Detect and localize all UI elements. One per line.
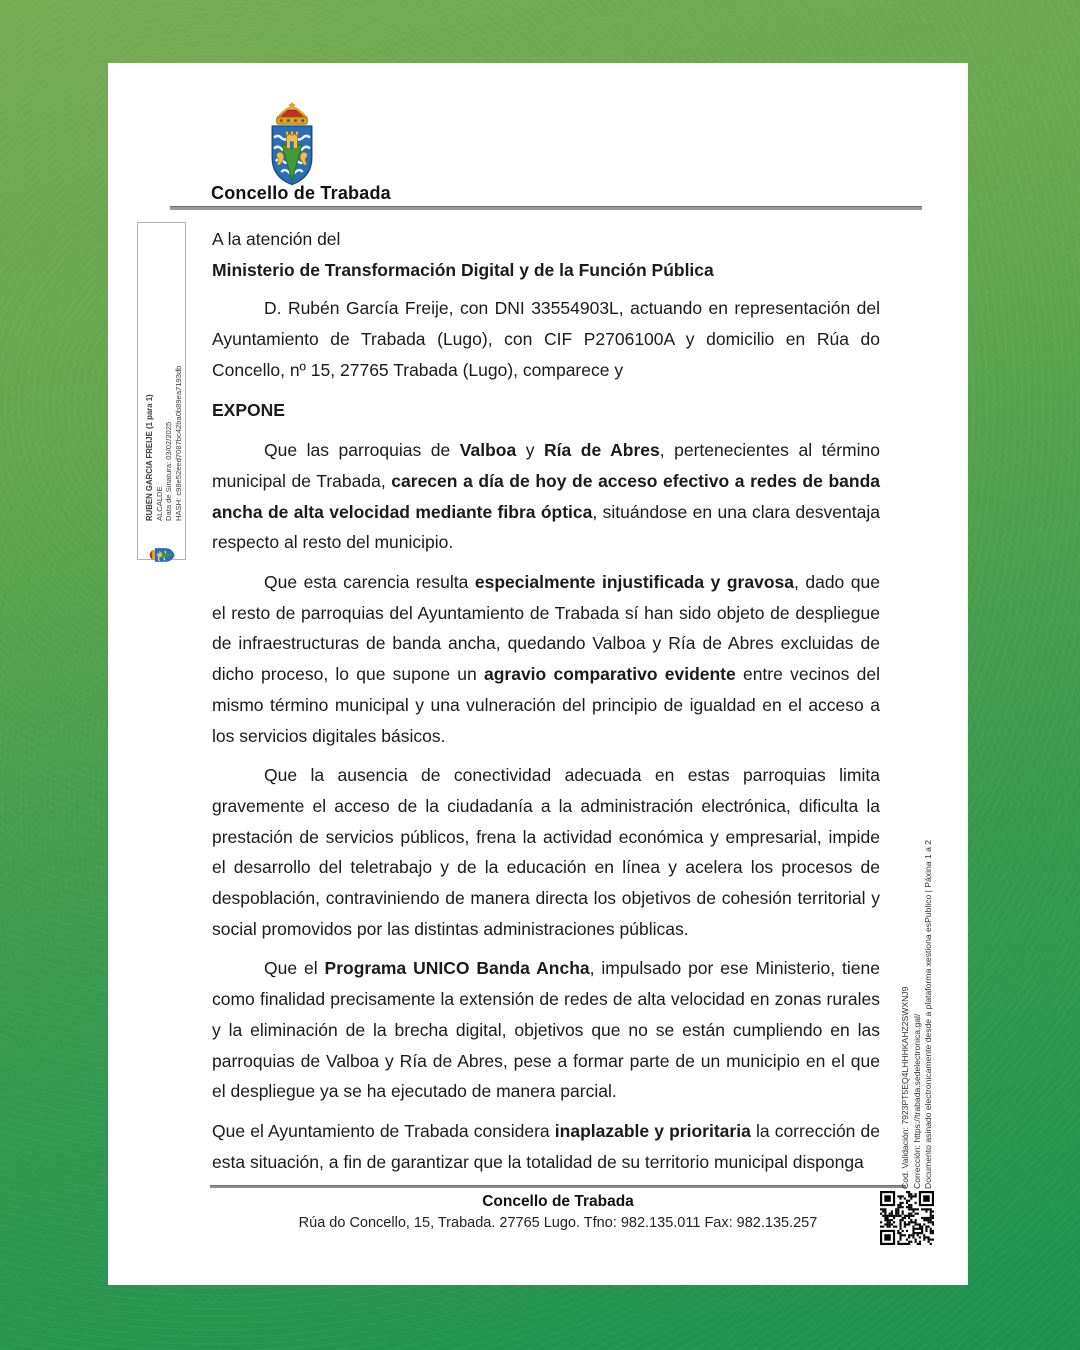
paragraph-valboa: Que las parroquias de Valboa y Ría de Abres, pertenecientes al término municipal de Trabada, carecen a día de hoy de acceso efectivo a redes de banda ancha de alta velocidad mediante fibra óptica, situándose en una clara desventaja respecto al resto del municipio. bbox=[212, 440, 880, 553]
trabada-coat-of-arms bbox=[265, 101, 319, 187]
validation-url: Corrección: https://trabada.sedelectronica.gal/ bbox=[911, 1013, 922, 1189]
footer-org-name: Concello de Trabada bbox=[482, 1193, 634, 1210]
intro-paragraph: D. Rubén García Freije, con DNI 33554903L, actuando en representación del Ayuntamiento de Trabada (Lugo), con CIF P2706100A y domicilio en Rúa do Concello, nº 15, 27765 Trabada (Lugo), comparece y bbox=[212, 298, 880, 380]
footer-address: Rúa do Concello, 15, Trabada. 27765 Lugo. Tfno: 982.135.011 Fax: 982.135.257 bbox=[298, 1215, 818, 1231]
signer-role: ALCALDE bbox=[154, 486, 164, 521]
paragraph-programa-unico: Que el Programa UNICO Banda Ancha, impulsado por ese Ministerio, tiene como finalidad precisamente la extensión de redes de alta velocidad en zonas rurales y la eliminación de la brecha digital, objetivos que no se están cumpliendo en las parroquias de Valboa y Ría de Abres, pese a formar parte de un municipio en el que el despliegue ya se ha ejecutado de manera parcial. bbox=[212, 958, 880, 1102]
attention-line: A la atención del bbox=[212, 229, 341, 249]
stamp-coat-of-arms bbox=[147, 537, 175, 573]
paragraph-carencia: Que esta carencia resulta especialmente injustificada y gravosa, dado que el resto de parroquias del Ayuntamiento de Trabada sí han sido objeto de despliegue de infraestructuras de banda ancha, quedando Valboa y Ría de Abres excluidas de dicho proceso, lo que supone un agravio comparativo evidente entre vecinos del mismo término municipal y una vulneración del principio de igualdad en el acceso a los servicios digitales básicos. bbox=[212, 572, 880, 746]
signer-name: RUBEN GARCIA FREIJE (1 para 1) bbox=[145, 394, 154, 521]
qr-code bbox=[880, 1191, 934, 1245]
validation-platform-note: Documento asinado electronicamente desde a plataforma xestiona esPublico | Páxina 1 a 2 bbox=[923, 839, 933, 1189]
paragraph-inaplazable: Que el Ayuntamiento de Trabada considera inaplazable y prioritaria la corrección de esta situación, a fin de garantizar que la totalidad de su territorio municipal disponga bbox=[212, 1120, 881, 1172]
expone-heading: EXPONE bbox=[212, 399, 285, 420]
letter-body bbox=[212, 224, 880, 1186]
crown-icon bbox=[277, 103, 308, 125]
validation-code: Cod. Validación: 7923PT5EQ4LHHHKAHZ2SWXNJ9 bbox=[900, 986, 910, 1189]
shield bbox=[272, 126, 312, 185]
signature-stamp-text bbox=[145, 289, 183, 521]
validation-strip bbox=[900, 827, 935, 1189]
paragraph-conectividad: Que la ausencia de conectividad adecuada en estas parroquias limita gravemente el acceso de la ciudadanía a la administración electrónica, dificulta la prestación de servicios públicos, frena la actividad económica y empresarial, impide el desarrollo del teletrabajo y de la educación en línea y acelera los procesos de despoblación, contraviniendo de manera directa los objetivos de cohesión territorial y social promovidos por las distintas administraciones públicas. bbox=[212, 765, 880, 939]
signature-date: Data de Sinatura: 03/02/2025 bbox=[164, 421, 174, 521]
footer-divider bbox=[210, 1185, 906, 1188]
signature-hash: HASH: c98e52eed7087bc42ba0b89ea7193db bbox=[173, 365, 183, 521]
recipient-line: Ministerio de Transformación Digital y de la Función Pública bbox=[212, 259, 714, 280]
document-page bbox=[108, 63, 968, 1285]
signature-stamp-box bbox=[137, 222, 186, 560]
castle bbox=[286, 131, 299, 148]
header-divider bbox=[170, 206, 922, 210]
header-org-name: Concello de Trabada bbox=[211, 183, 391, 203]
